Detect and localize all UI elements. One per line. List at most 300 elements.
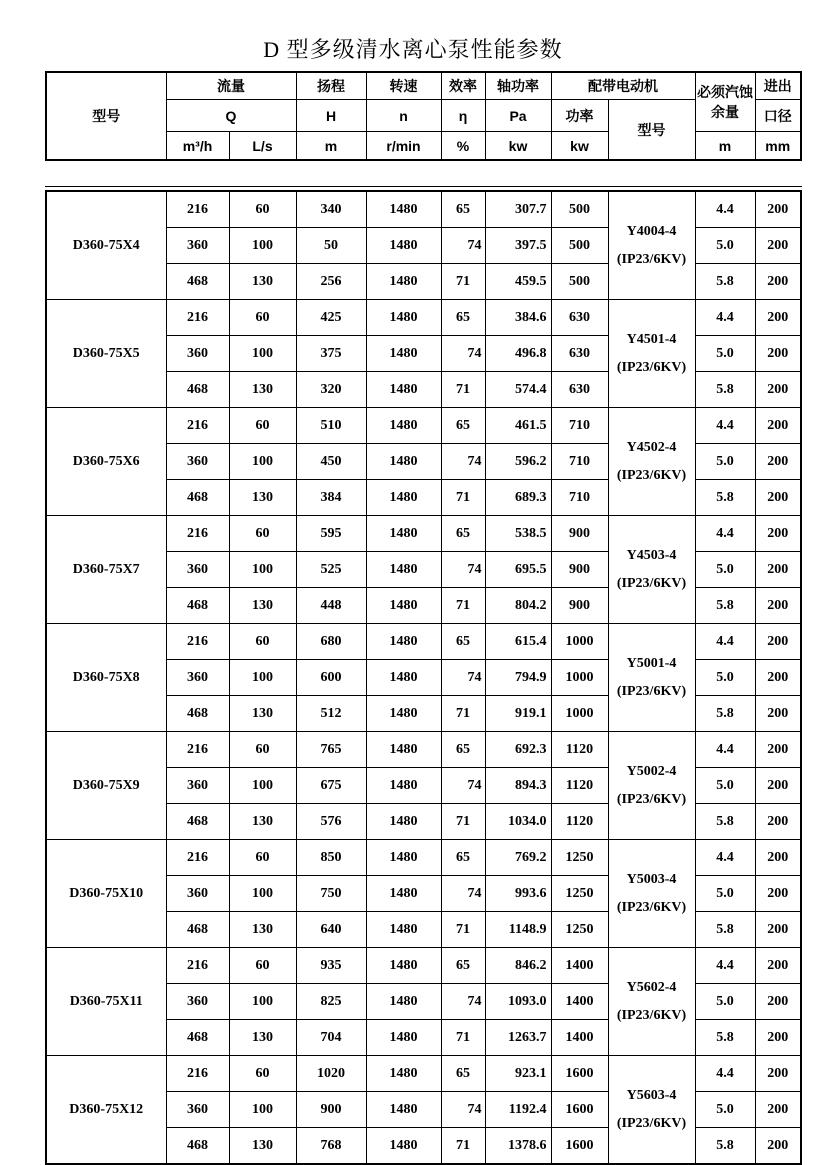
pump-model-cell: D360-75X7	[46, 516, 166, 624]
header-unit-npsh-m: m	[695, 132, 755, 161]
table-row	[46, 624, 801, 660]
cell-h: 525	[296, 552, 366, 588]
cell-eff: 71	[441, 912, 485, 948]
cell-port: 200	[755, 444, 801, 480]
header-q: Q	[166, 100, 296, 132]
cell-port: 200	[755, 516, 801, 552]
cell-eff: 71	[441, 372, 485, 408]
cell-eff: 65	[441, 840, 485, 876]
cell-n: 1480	[366, 1020, 441, 1056]
cell-q_ls: 100	[229, 336, 296, 372]
cell-q_m3h: 216	[166, 840, 229, 876]
cell-q_ls: 60	[229, 948, 296, 984]
cell-n: 1480	[366, 480, 441, 516]
cell-h: 680	[296, 624, 366, 660]
cell-npsh: 5.8	[695, 1128, 755, 1165]
cell-h: 765	[296, 732, 366, 768]
cell-npsh: 5.8	[695, 588, 755, 624]
cell-power: 1120	[551, 768, 608, 804]
cell-q_ls: 60	[229, 732, 296, 768]
pump-model-cell: D360-75X9	[46, 732, 166, 840]
cell-pa: 692.3	[485, 732, 551, 768]
cell-npsh: 5.0	[695, 660, 755, 696]
motor-line-gap	[609, 239, 695, 253]
cell-q_ls: 100	[229, 444, 296, 480]
motor-spec-text: (IP23/6KV)	[616, 1115, 687, 1131]
cell-npsh: 5.0	[695, 336, 755, 372]
cell-port: 200	[755, 408, 801, 444]
cell-port: 200	[755, 480, 801, 516]
header-unit-ls: L/s	[229, 132, 296, 161]
cell-npsh: 5.8	[695, 1020, 755, 1056]
cell-pa: 459.5	[485, 264, 551, 300]
cell-q_ls: 60	[229, 840, 296, 876]
cell-q_m3h: 216	[166, 408, 229, 444]
motor-spec-text: (IP23/6KV)	[616, 467, 687, 483]
motor-spec-text: (IP23/6KV)	[616, 899, 687, 915]
cell-pa: 574.4	[485, 372, 551, 408]
header-n: n	[366, 100, 441, 132]
cell-port: 200	[755, 768, 801, 804]
cell-pa: 596.2	[485, 444, 551, 480]
cell-q_ls: 100	[229, 1092, 296, 1128]
cell-q_m3h: 468	[166, 372, 229, 408]
cell-q_ls: 100	[229, 984, 296, 1020]
motor-spec-text: (IP23/6KV)	[616, 359, 687, 375]
motor-model-cell	[608, 624, 695, 732]
motor-line-gap	[609, 347, 695, 361]
cell-q_ls: 130	[229, 1128, 296, 1165]
cell-npsh: 5.8	[695, 480, 755, 516]
motor-line-gap	[609, 563, 695, 577]
cell-h: 256	[296, 264, 366, 300]
cell-pa: 846.2	[485, 948, 551, 984]
cell-h: 750	[296, 876, 366, 912]
cell-n: 1480	[366, 876, 441, 912]
cell-eff: 74	[441, 552, 485, 588]
cell-q_m3h: 216	[166, 948, 229, 984]
cell-port: 200	[755, 984, 801, 1020]
motor-model-text: Y4503-4	[626, 547, 677, 563]
header-shaft-power: 轴功率	[485, 72, 551, 100]
cell-n: 1480	[366, 1092, 441, 1128]
cell-npsh: 5.0	[695, 552, 755, 588]
cell-port: 200	[755, 696, 801, 732]
cell-q_ls: 130	[229, 588, 296, 624]
pump-model-cell: D360-75X8	[46, 624, 166, 732]
cell-pa: 538.5	[485, 516, 551, 552]
header-port-line2: 口径	[755, 100, 801, 132]
cell-port: 200	[755, 1020, 801, 1056]
pump-model-cell: D360-75X5	[46, 300, 166, 408]
cell-port: 200	[755, 876, 801, 912]
cell-npsh: 5.8	[695, 264, 755, 300]
cell-n: 1480	[366, 840, 441, 876]
cell-n: 1480	[366, 552, 441, 588]
cell-n: 1480	[366, 948, 441, 984]
cell-eff: 74	[441, 1092, 485, 1128]
header-flow: 流量	[166, 72, 296, 100]
header-unit-kw-pa: kw	[485, 132, 551, 161]
motor-spec-text: (IP23/6KV)	[616, 791, 687, 807]
cell-power: 500	[551, 264, 608, 300]
header-speed: 转速	[366, 72, 441, 100]
cell-q_m3h: 468	[166, 264, 229, 300]
cell-port: 200	[755, 840, 801, 876]
cell-power: 1120	[551, 804, 608, 840]
cell-q_m3h: 360	[166, 660, 229, 696]
cell-npsh: 4.4	[695, 516, 755, 552]
cell-npsh: 5.8	[695, 804, 755, 840]
cell-port: 200	[755, 336, 801, 372]
cell-npsh: 5.0	[695, 984, 755, 1020]
cell-n: 1480	[366, 228, 441, 264]
cell-q_ls: 100	[229, 768, 296, 804]
cell-port: 200	[755, 300, 801, 336]
cell-h: 900	[296, 1092, 366, 1128]
cell-npsh: 5.8	[695, 372, 755, 408]
cell-q_ls: 60	[229, 300, 296, 336]
cell-n: 1480	[366, 624, 441, 660]
cell-npsh: 4.4	[695, 948, 755, 984]
cell-n: 1480	[366, 1056, 441, 1092]
cell-q_ls: 130	[229, 372, 296, 408]
pump-model-cell: D360-75X12	[46, 1056, 166, 1165]
cell-n: 1480	[366, 191, 441, 228]
cell-pa: 615.4	[485, 624, 551, 660]
cell-eff: 65	[441, 624, 485, 660]
cell-q_m3h: 360	[166, 984, 229, 1020]
cell-power: 1000	[551, 696, 608, 732]
cell-q_ls: 60	[229, 191, 296, 228]
cell-pa: 993.6	[485, 876, 551, 912]
motor-model-text: Y5002-4	[626, 763, 677, 779]
cell-h: 600	[296, 660, 366, 696]
cell-q_ls: 60	[229, 624, 296, 660]
cell-power: 1000	[551, 660, 608, 696]
header-eta: η	[441, 100, 485, 132]
cell-n: 1480	[366, 300, 441, 336]
cell-n: 1480	[366, 336, 441, 372]
motor-line-gap	[609, 779, 695, 793]
cell-q_m3h: 360	[166, 768, 229, 804]
cell-q_ls: 130	[229, 264, 296, 300]
motor-model-text: Y4502-4	[626, 439, 677, 455]
motor-spec-text: (IP23/6KV)	[616, 683, 687, 699]
cell-q_m3h: 360	[166, 1092, 229, 1128]
cell-q_m3h: 468	[166, 588, 229, 624]
cell-pa: 695.5	[485, 552, 551, 588]
cell-pa: 919.1	[485, 696, 551, 732]
cell-port: 200	[755, 624, 801, 660]
cell-power: 1600	[551, 1056, 608, 1092]
cell-q_m3h: 360	[166, 552, 229, 588]
cell-eff: 74	[441, 228, 485, 264]
cell-port: 200	[755, 228, 801, 264]
cell-pa: 804.2	[485, 588, 551, 624]
motor-model-text: Y5001-4	[626, 655, 677, 671]
cell-port: 200	[755, 1092, 801, 1128]
cell-pa: 397.5	[485, 228, 551, 264]
cell-h: 340	[296, 191, 366, 228]
header-unit-mm: mm	[755, 132, 801, 161]
cell-q_m3h: 216	[166, 624, 229, 660]
motor-model-cell	[608, 408, 695, 516]
cell-npsh: 4.4	[695, 1056, 755, 1092]
cell-q_m3h: 360	[166, 228, 229, 264]
cell-pa: 894.3	[485, 768, 551, 804]
divider-line	[45, 186, 802, 187]
header-motor-power: 功率	[551, 100, 608, 132]
cell-h: 448	[296, 588, 366, 624]
cell-power: 630	[551, 336, 608, 372]
table-row	[46, 300, 801, 336]
cell-q_ls: 60	[229, 516, 296, 552]
cell-q_ls: 100	[229, 876, 296, 912]
page-title: D 型多级清水离心泵性能参数	[263, 37, 563, 62]
motor-line-gap	[609, 455, 695, 469]
cell-power: 1000	[551, 624, 608, 660]
cell-q_m3h: 468	[166, 1020, 229, 1056]
motor-spec-text: (IP23/6KV)	[616, 251, 687, 267]
cell-eff: 74	[441, 660, 485, 696]
cell-h: 375	[296, 336, 366, 372]
cell-eff: 65	[441, 948, 485, 984]
cell-eff: 71	[441, 480, 485, 516]
header-row	[46, 72, 801, 100]
cell-h: 384	[296, 480, 366, 516]
cell-n: 1480	[366, 768, 441, 804]
cell-npsh: 4.4	[695, 408, 755, 444]
pump-model-cell: D360-75X10	[46, 840, 166, 948]
cell-power: 630	[551, 300, 608, 336]
motor-model-text: Y4004-4	[626, 223, 677, 239]
table-row	[46, 191, 801, 228]
cell-h: 704	[296, 1020, 366, 1056]
cell-n: 1480	[366, 408, 441, 444]
cell-q_m3h: 360	[166, 336, 229, 372]
cell-q_m3h: 216	[166, 732, 229, 768]
header-motor-model: 型号	[608, 100, 695, 161]
cell-eff: 65	[441, 732, 485, 768]
motor-model-cell	[608, 191, 695, 300]
header-table-wrap	[45, 71, 802, 1165]
cell-pa: 794.9	[485, 660, 551, 696]
cell-pa: 307.7	[485, 191, 551, 228]
cell-n: 1480	[366, 660, 441, 696]
motor-model-cell	[608, 840, 695, 948]
cell-q_m3h: 468	[166, 804, 229, 840]
cell-h: 850	[296, 840, 366, 876]
cell-q_m3h: 468	[166, 1128, 229, 1165]
table-row	[46, 840, 801, 876]
cell-n: 1480	[366, 984, 441, 1020]
cell-q_ls: 60	[229, 408, 296, 444]
cell-pa: 923.1	[485, 1056, 551, 1092]
cell-npsh: 5.0	[695, 228, 755, 264]
header-unit-pct: %	[441, 132, 485, 161]
cell-npsh: 4.4	[695, 732, 755, 768]
pump-model-cell: D360-75X4	[46, 191, 166, 300]
cell-q_ls: 130	[229, 696, 296, 732]
table-row	[46, 516, 801, 552]
motor-model-cell	[608, 732, 695, 840]
cell-pa: 1192.4	[485, 1092, 551, 1128]
cell-power: 630	[551, 372, 608, 408]
cell-eff: 65	[441, 408, 485, 444]
cell-power: 710	[551, 480, 608, 516]
cell-h: 425	[296, 300, 366, 336]
cell-power: 1250	[551, 876, 608, 912]
cell-port: 200	[755, 732, 801, 768]
table-row	[46, 408, 801, 444]
cell-h: 576	[296, 804, 366, 840]
cell-port: 200	[755, 552, 801, 588]
motor-spec-text: (IP23/6KV)	[616, 1007, 687, 1023]
cell-pa: 496.8	[485, 336, 551, 372]
motor-line-gap	[609, 671, 695, 685]
motor-model-text: Y5003-4	[626, 871, 677, 887]
cell-power: 1250	[551, 840, 608, 876]
cell-pa: 1263.7	[485, 1020, 551, 1056]
cell-power: 1400	[551, 948, 608, 984]
cell-port: 200	[755, 1056, 801, 1092]
cell-q_ls: 100	[229, 552, 296, 588]
cell-npsh: 5.0	[695, 1092, 755, 1128]
header-table	[45, 71, 802, 161]
header-unit-kw-power: kw	[551, 132, 608, 161]
cell-npsh: 5.8	[695, 912, 755, 948]
cell-power: 1400	[551, 1020, 608, 1056]
cell-power: 710	[551, 444, 608, 480]
cell-pa: 384.6	[485, 300, 551, 336]
motor-line-gap	[609, 887, 695, 901]
cell-power: 900	[551, 516, 608, 552]
cell-power: 500	[551, 228, 608, 264]
cell-port: 200	[755, 264, 801, 300]
cell-q_ls: 60	[229, 1056, 296, 1092]
cell-n: 1480	[366, 588, 441, 624]
data-table-body	[46, 191, 801, 1164]
cell-eff: 74	[441, 444, 485, 480]
cell-n: 1480	[366, 804, 441, 840]
cell-power: 900	[551, 552, 608, 588]
motor-model-cell	[608, 300, 695, 408]
cell-h: 320	[296, 372, 366, 408]
table-row	[46, 1056, 801, 1092]
motor-model-text: Y5602-4	[626, 979, 677, 995]
cell-port: 200	[755, 588, 801, 624]
motor-line-gap	[609, 995, 695, 1009]
cell-h: 50	[296, 228, 366, 264]
cell-n: 1480	[366, 1128, 441, 1165]
cell-power: 900	[551, 588, 608, 624]
header-unit-m: m	[296, 132, 366, 161]
cell-npsh: 4.4	[695, 300, 755, 336]
cell-power: 500	[551, 191, 608, 228]
cell-h: 768	[296, 1128, 366, 1165]
cell-h: 595	[296, 516, 366, 552]
cell-power: 1120	[551, 732, 608, 768]
cell-q_m3h: 216	[166, 516, 229, 552]
header-head: 扬程	[296, 72, 366, 100]
cell-npsh: 5.0	[695, 768, 755, 804]
cell-q_m3h: 468	[166, 912, 229, 948]
cell-power: 1600	[551, 1128, 608, 1165]
cell-q_ls: 130	[229, 480, 296, 516]
cell-h: 935	[296, 948, 366, 984]
motor-model-cell	[608, 1056, 695, 1165]
cell-eff: 74	[441, 984, 485, 1020]
cell-q_m3h: 216	[166, 300, 229, 336]
cell-eff: 65	[441, 516, 485, 552]
cell-npsh: 4.4	[695, 191, 755, 228]
motor-model-cell	[608, 948, 695, 1056]
cell-q_m3h: 468	[166, 696, 229, 732]
cell-eff: 71	[441, 1020, 485, 1056]
cell-eff: 71	[441, 264, 485, 300]
cell-pa: 769.2	[485, 840, 551, 876]
header-pump-model: 型号	[46, 72, 166, 160]
cell-eff: 71	[441, 1128, 485, 1165]
cell-n: 1480	[366, 732, 441, 768]
header-efficiency: 效率	[441, 72, 485, 100]
cell-h: 825	[296, 984, 366, 1020]
cell-pa: 1378.6	[485, 1128, 551, 1165]
cell-n: 1480	[366, 372, 441, 408]
motor-model-text: Y4501-4	[626, 331, 677, 347]
cell-h: 640	[296, 912, 366, 948]
pump-model-cell: D360-75X6	[46, 408, 166, 516]
cell-npsh: 5.0	[695, 444, 755, 480]
cell-n: 1480	[366, 444, 441, 480]
cell-h: 512	[296, 696, 366, 732]
motor-spec-text: (IP23/6KV)	[616, 575, 687, 591]
cell-n: 1480	[366, 264, 441, 300]
header-h: H	[296, 100, 366, 132]
cell-pa: 1093.0	[485, 984, 551, 1020]
cell-eff: 71	[441, 696, 485, 732]
header-pa: Pa	[485, 100, 551, 132]
cell-power: 1250	[551, 912, 608, 948]
cell-npsh: 5.8	[695, 696, 755, 732]
cell-n: 1480	[366, 516, 441, 552]
cell-q_m3h: 216	[166, 191, 229, 228]
cell-pa: 1148.9	[485, 912, 551, 948]
cell-port: 200	[755, 372, 801, 408]
cell-pa: 689.3	[485, 480, 551, 516]
motor-model-text: Y5603-4	[626, 1087, 677, 1103]
cell-q_m3h: 360	[166, 876, 229, 912]
cell-port: 200	[755, 660, 801, 696]
table-row	[46, 948, 801, 984]
cell-q_m3h: 216	[166, 1056, 229, 1092]
cell-pa: 461.5	[485, 408, 551, 444]
table-row	[46, 732, 801, 768]
cell-eff: 74	[441, 876, 485, 912]
cell-h: 1020	[296, 1056, 366, 1092]
header-unit-m3h: m³/h	[166, 132, 229, 161]
cell-q_m3h: 468	[166, 480, 229, 516]
header-npsh: 必须汽蚀余量	[695, 72, 755, 132]
cell-n: 1480	[366, 696, 441, 732]
header-unit-rmin: r/min	[366, 132, 441, 161]
cell-h: 450	[296, 444, 366, 480]
cell-port: 200	[755, 804, 801, 840]
cell-eff: 65	[441, 1056, 485, 1092]
cell-eff: 71	[441, 804, 485, 840]
cell-eff: 74	[441, 336, 485, 372]
